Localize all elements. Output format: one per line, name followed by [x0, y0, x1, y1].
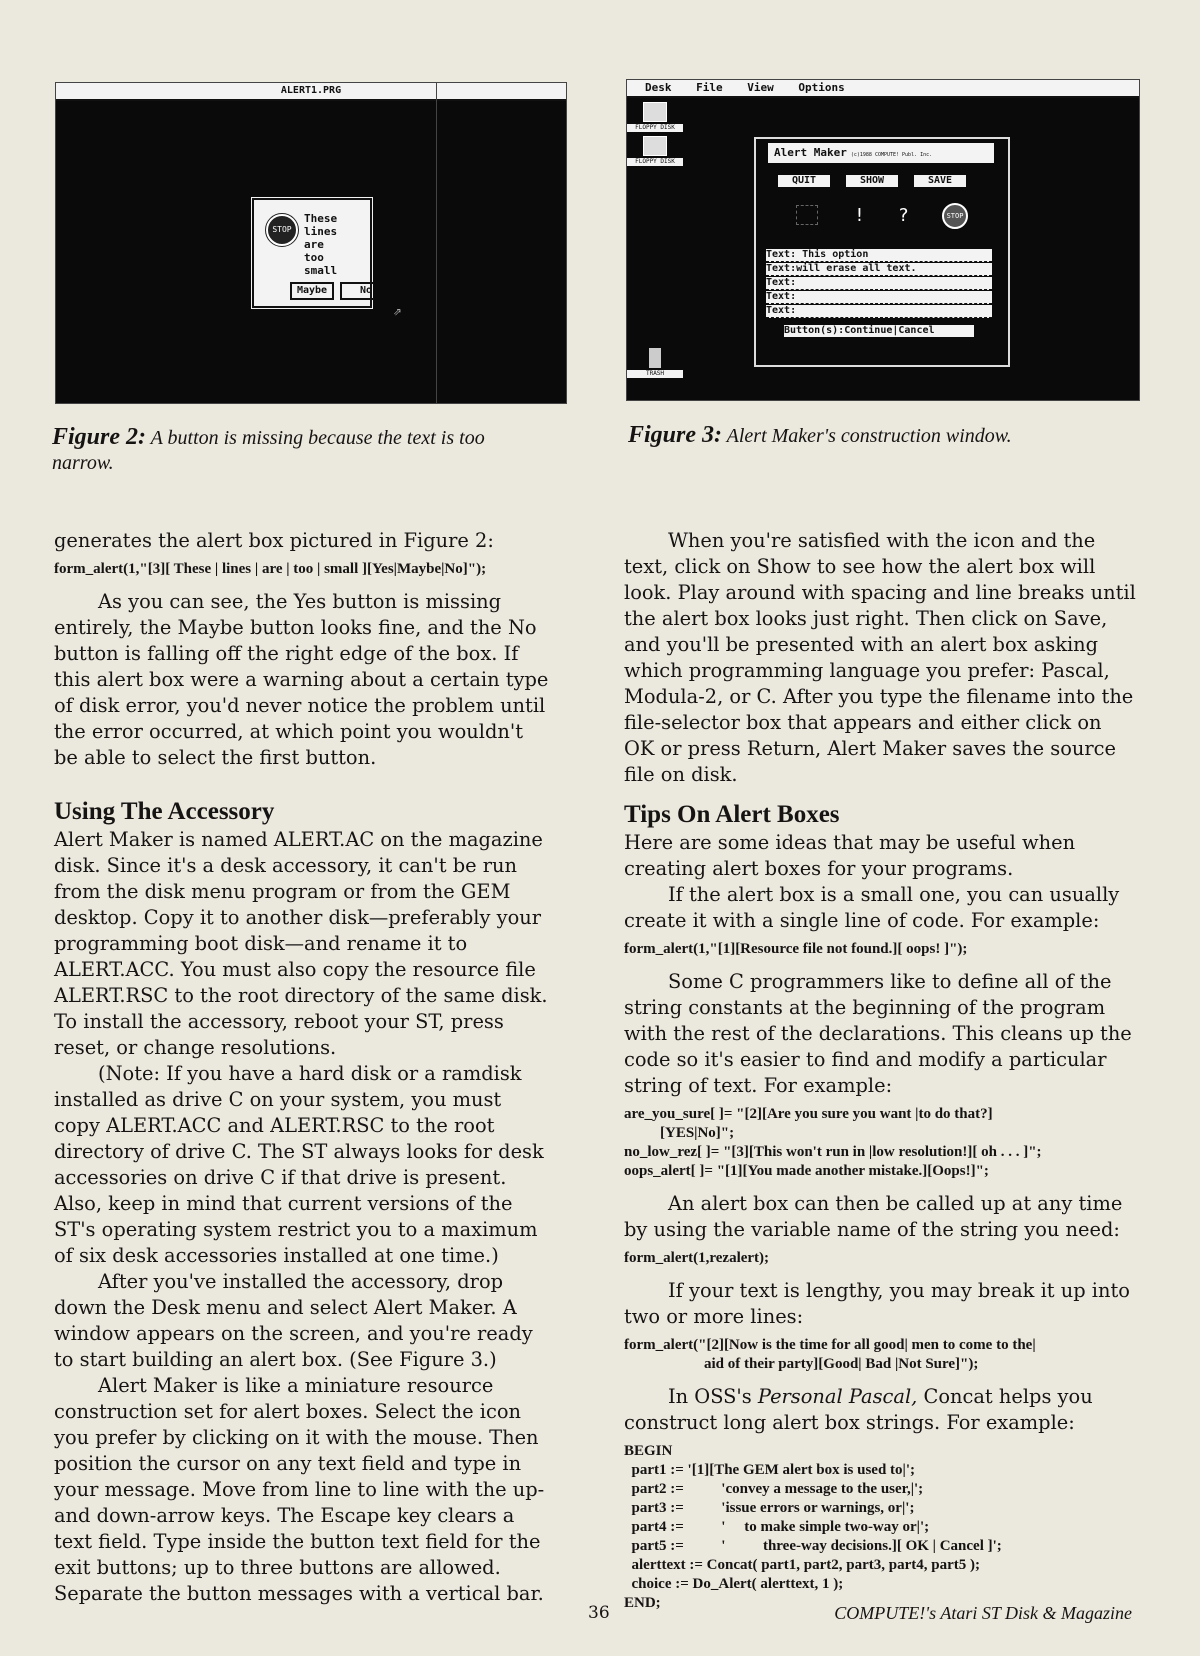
alert-text: These lines are too small: [304, 212, 338, 277]
code-block: [624, 1105, 1136, 1181]
stop-icon[interactable]: STOP: [942, 203, 968, 229]
magazine-name: COMPUTE!'s Atari ST Disk & Magazine: [834, 1603, 1132, 1623]
text-field-5[interactable]: Text:: [766, 305, 992, 318]
menu-options[interactable]: Options: [798, 81, 845, 94]
trash-label: TRASH: [627, 370, 683, 378]
question-icon[interactable]: ?: [898, 205, 909, 226]
paragraph: When you're satisfied with the icon and the text, click on Show to see how the alert box will look. Play around with spacing and line breaks until the alert box looks just right. Then click on Save, and you'll be presented with an alert box asking which programming language you prefer: Pascal, Modula-2, or C. After you type the filename into the file-selector box that appears and either click on OK or press Return, Alert Maker saves the source file on disk.: [624, 529, 1136, 786]
text: Concat helps you construct long alert box strings. For example:: [624, 1385, 1093, 1434]
paragraph: As you can see, the Yes button is missing entirely, the Maybe button looks fine, and the No button is falling off the right edge of the box. If this alert box were a warning about a certain type of disk error, you'd never notice the problem until the error occurred, at which point you wouldn't be able to select the first button.: [54, 590, 549, 769]
code-line: END;: [624, 1595, 661, 1611]
figure-2-caption: [52, 425, 522, 476]
code-line: are_you_sure[ ]= "[2][Are you sure you want |to do that?]: [624, 1106, 993, 1122]
code-line: form_alert(1,"[3][ These | lines | are | too | small ][Yes|Maybe|No]");: [54, 561, 487, 577]
trash-glyph: [649, 348, 661, 368]
paragraph: If the alert box is a small one, you can usually create it with a single line of code. For example:: [624, 883, 1120, 932]
code-block: [54, 560, 552, 579]
paragraph: An alert box can then be called up at any time by using the variable name of the string you need:: [624, 1192, 1123, 1241]
paragraph: Here are some ideas that may be useful when creating alert boxes for your programs.: [624, 831, 1076, 880]
code-block: [624, 1336, 1136, 1374]
code-line: part3 := 'issue errors or warnings, or|';: [624, 1500, 915, 1516]
no-icon-option[interactable]: [796, 205, 818, 225]
section-heading: Using The Accessory: [54, 798, 275, 825]
code-block: [624, 1249, 1136, 1268]
menu-view[interactable]: View: [747, 81, 774, 94]
caption-label: Figure 3:: [628, 422, 723, 448]
show-button[interactable]: SHOW: [846, 175, 898, 187]
code-line: part1 := '[1][The GEM alert box is used to|';: [624, 1462, 915, 1478]
code-line: oops_alert[ ]= "[1][You made another mistake.][Oops!]";: [624, 1163, 989, 1179]
page-number: 36: [588, 1603, 610, 1623]
drive-glyph: [643, 136, 667, 156]
code-line: choice := Do_Alert( alerttext, 1 );: [624, 1576, 844, 1592]
paragraph: Some C programmers like to define all of the string constants at the beginning of the program with the rest of the declarations. This cleans up the code so it's easier to find and modify a particular string of text. For example:: [624, 970, 1132, 1097]
paragraph: generates the alert box pictured in Figure 2:: [54, 529, 494, 552]
drive-label: FLOPPY DISK: [627, 124, 683, 132]
code-line: part2 := 'convey a message to the user,|';: [624, 1481, 924, 1497]
paragraph: After you've installed the accessory, drop down the Desk menu and select Alert Maker. A window appears on the screen, and you're ready to start building an alert box. (See Figure 3.): [54, 1270, 533, 1371]
code-line: [YES|No]";: [660, 1125, 735, 1141]
text-field-4[interactable]: Text:: [766, 291, 992, 304]
copyright-text: (c)1988 COMPUTE! Publ. Inc.: [850, 152, 933, 158]
no-button[interactable]: No: [340, 282, 374, 300]
button-text-field[interactable]: Button(s):Continue|Cancel: [784, 325, 974, 337]
code-line: aid of their party][Good| Bad |Not Sure]");: [704, 1356, 979, 1372]
spacer: [624, 788, 1136, 800]
emphasis: Personal Pascal,: [757, 1385, 918, 1408]
paragraph: [624, 1384, 1136, 1436]
code-line: alerttext := Concat( part1, part2, part3, part4, part5 );: [624, 1557, 980, 1573]
code-block: [624, 940, 1136, 959]
code-line: part4 := ' to make simple two-way or|';: [624, 1519, 930, 1535]
paragraph: If your text is lengthy, you may break it up into two or more lines:: [624, 1279, 1130, 1328]
paragraph: Alert Maker is named ALERT.AC on the magazine disk. Since it's a desk accessory, it can't be run from the disk menu program or from the GEM desktop. Copy it to another disk—preferably your programming boot disk—and rename it to ALERT.ACC. You must also copy the resource file ALERT.RSC to the root directory of the same disk. To install the accessory, reboot your ST, press reset, or change resolutions.: [54, 828, 548, 1059]
code-line: BEGIN: [624, 1443, 673, 1459]
code-line: no_low_rez[ ]= "[3][This won't run in |low resolution!][ oh . . . ]";: [624, 1144, 1042, 1160]
title-text: Alert Maker: [774, 146, 847, 159]
pascal-code-block: [624, 1442, 1136, 1613]
text: In OSS's: [668, 1385, 758, 1408]
left-column: [54, 528, 552, 1607]
window-title: [768, 143, 994, 163]
code-line: form_alert(1,"[1][Resource file not found.][ oops! ]");: [624, 941, 968, 957]
code-line: form_alert(1,rezalert);: [624, 1250, 770, 1266]
caption-text: Alert Maker's construction window.: [722, 425, 1012, 447]
alert-box: [252, 198, 372, 308]
text-field-3[interactable]: Text:: [766, 277, 992, 290]
image-seam: [436, 83, 437, 403]
paragraph: Alert Maker is like a miniature resource construction set for alert boxes. Select the icon you prefer by clicking on it with the mouse. Then position the cursor on any text field and type in your message. Move from line to line with the up- and down-arrow keys. The Escape key clears a text field. Type inside the button text field for the exit buttons; up to three buttons are allowed. Separate the button messages with a vertical bar.: [54, 1374, 545, 1605]
figure-3-caption: [628, 423, 1138, 449]
menu-bar: [627, 80, 1139, 98]
arrow-cursor-icon: ⇗: [393, 303, 402, 319]
caption-text: A button is missing because the text is too narrow.: [52, 427, 485, 474]
alert-maker-window: [754, 137, 1010, 367]
section-heading: Tips On Alert Boxes: [624, 801, 840, 828]
save-button[interactable]: SAVE: [914, 175, 966, 187]
drive-glyph: [643, 102, 667, 122]
spacer: [54, 771, 552, 797]
menu-file[interactable]: File: [696, 81, 723, 94]
text-field-1[interactable]: Text: This option: [766, 249, 992, 262]
paragraph: (Note: If you have a hard disk or a ramdisk installed as drive C on your system, you must copy ALERT.ACC and ALERT.RSC to the root directory of drive C. The ST always looks for desk accessories on drive C if that drive is present. Also, keep in mind that current versions of the ST's operating system restrict you to a maximum of six desk accessories installed at one time.): [54, 1062, 544, 1267]
stop-icon: STOP: [266, 214, 298, 246]
caption-label: Figure 2:: [52, 424, 147, 450]
maybe-button[interactable]: Maybe: [290, 282, 334, 300]
drive-label: FLOPPY DISK: [627, 158, 683, 166]
text-field-2[interactable]: Text:will erase all text.: [766, 263, 992, 276]
floppy-disk-a-icon[interactable]: [627, 102, 683, 132]
floppy-disk-b-icon[interactable]: [627, 136, 683, 166]
code-line: form_alert("[2][Now is the time for all good| men to come to the|: [624, 1337, 1036, 1353]
quit-button[interactable]: QUIT: [778, 175, 830, 187]
trash-icon[interactable]: [627, 348, 683, 378]
right-column: [624, 528, 1136, 1623]
window-title-bar: ALERT1.PRG: [56, 83, 566, 101]
exclamation-icon[interactable]: !: [854, 205, 865, 226]
figure-3-screenshot: [626, 79, 1140, 401]
menu-desk[interactable]: Desk: [645, 81, 672, 94]
figure-2-screenshot: [55, 82, 567, 404]
code-line: part5 := ' three-way decisions.][ OK | Cancel ]';: [624, 1538, 1002, 1554]
